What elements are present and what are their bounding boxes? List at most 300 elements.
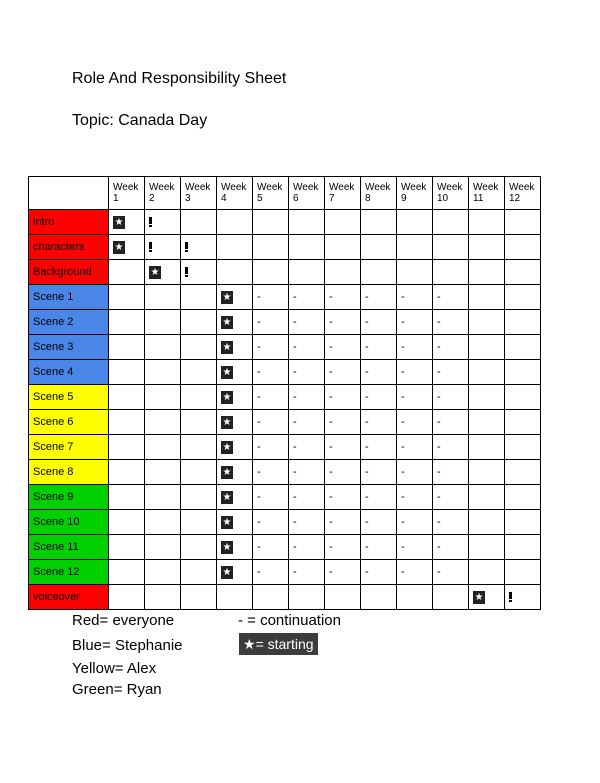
row-label: intro <box>29 210 109 235</box>
schedule-cell <box>505 560 541 585</box>
schedule-cell <box>145 260 181 285</box>
table-row <box>29 360 541 385</box>
week-header-number: 3 <box>185 193 191 204</box>
schedule-cell <box>469 335 505 360</box>
schedule-cell <box>145 310 181 335</box>
schedule-cell <box>181 560 217 585</box>
star-icon: ★ <box>222 441 232 453</box>
continuation-dash: - <box>257 366 261 378</box>
schedule-cell <box>145 410 181 435</box>
schedule-cell <box>145 360 181 385</box>
schedule-cell <box>217 260 253 285</box>
schedule-cell <box>289 310 325 335</box>
schedule-cell <box>469 260 505 285</box>
continuation-dash: - <box>401 466 405 478</box>
schedule-cell <box>253 560 289 585</box>
schedule-cell <box>433 385 469 410</box>
schedule-cell <box>253 485 289 510</box>
star-icon: ★ <box>114 241 124 253</box>
star-icon: ★ <box>222 541 232 553</box>
schedule-cell <box>361 535 397 560</box>
schedule-cell <box>145 435 181 460</box>
schedule-cell <box>505 285 541 310</box>
continuation-dash: - <box>329 441 333 453</box>
schedule-cell <box>289 335 325 360</box>
schedule-cell <box>253 460 289 485</box>
continuation-dash: - <box>257 391 261 403</box>
schedule-cell <box>253 360 289 385</box>
schedule-cell <box>217 410 253 435</box>
continuation-dash: - <box>293 491 297 503</box>
schedule-cell <box>361 310 397 335</box>
schedule-cell <box>325 285 361 310</box>
week-header-word: Week <box>185 182 211 193</box>
week-header <box>145 177 181 210</box>
continuation-dash: - <box>293 416 297 428</box>
schedule-cell <box>289 485 325 510</box>
table-row <box>29 585 541 610</box>
legend-continuation: - = continuation <box>238 612 341 629</box>
continuation-dash: - <box>257 491 261 503</box>
schedule-cell <box>325 435 361 460</box>
schedule-cell <box>361 485 397 510</box>
schedule-cell <box>217 435 253 460</box>
schedule-cell <box>217 585 253 610</box>
exclamation-icon <box>149 217 152 227</box>
schedule-cell <box>289 410 325 435</box>
row-label: Scene 6 <box>29 410 109 435</box>
schedule-cell <box>217 560 253 585</box>
table-header-row <box>29 177 541 210</box>
row-label: Scene 10 <box>29 510 109 535</box>
schedule-cell <box>505 460 541 485</box>
schedule-cell <box>325 335 361 360</box>
schedule-cell <box>325 360 361 385</box>
row-label: characters <box>29 235 109 260</box>
star-icon: ★ <box>222 341 232 353</box>
table-body <box>29 210 541 610</box>
schedule-cell <box>217 485 253 510</box>
schedule-cell <box>397 260 433 285</box>
schedule-cell <box>181 310 217 335</box>
schedule-cell <box>181 460 217 485</box>
star-icon: ★ <box>222 291 232 303</box>
schedule-cell <box>433 585 469 610</box>
schedule-cell <box>397 235 433 260</box>
row-label: Scene 12 <box>29 560 109 585</box>
schedule-cell <box>109 335 145 360</box>
schedule-cell <box>397 310 433 335</box>
table-row <box>29 560 541 585</box>
schedule-cell <box>109 235 145 260</box>
continuation-dash: - <box>257 416 261 428</box>
week-header <box>109 177 145 210</box>
schedule-cell <box>397 335 433 360</box>
continuation-dash: - <box>257 516 261 528</box>
schedule-cell <box>109 410 145 435</box>
schedule-cell <box>253 510 289 535</box>
week-header-number: 7 <box>329 193 335 204</box>
week-header <box>181 177 217 210</box>
schedule-cell <box>505 335 541 360</box>
schedule-cell <box>109 360 145 385</box>
star-icon: ★ <box>222 391 232 403</box>
schedule-cell <box>361 585 397 610</box>
schedule-cell <box>505 385 541 410</box>
continuation-dash: - <box>329 291 333 303</box>
schedule-cell <box>109 285 145 310</box>
schedule-cell <box>505 485 541 510</box>
schedule-cell <box>253 285 289 310</box>
schedule-cell <box>325 235 361 260</box>
schedule-cell <box>181 535 217 560</box>
schedule-cell <box>109 510 145 535</box>
schedule-cell <box>325 560 361 585</box>
schedule-cell <box>361 385 397 410</box>
schedule-cell <box>217 510 253 535</box>
schedule-cell <box>289 585 325 610</box>
schedule-cell <box>361 560 397 585</box>
continuation-dash: - <box>437 341 441 353</box>
schedule-cell <box>469 435 505 460</box>
schedule-cell <box>181 410 217 435</box>
continuation-dash: - <box>401 341 405 353</box>
schedule-cell <box>145 285 181 310</box>
schedule-cell <box>469 360 505 385</box>
schedule-cell <box>217 385 253 410</box>
row-label: Scene 11 <box>29 535 109 560</box>
table-row <box>29 385 541 410</box>
continuation-dash: - <box>293 516 297 528</box>
exclamation-icon <box>149 242 152 252</box>
schedule-cell <box>289 385 325 410</box>
schedule-cell <box>181 335 217 360</box>
schedule-cell <box>361 510 397 535</box>
continuation-dash: - <box>401 316 405 328</box>
continuation-dash: - <box>365 441 369 453</box>
continuation-dash: - <box>257 441 261 453</box>
continuation-dash: - <box>401 491 405 503</box>
continuation-dash: - <box>437 516 441 528</box>
row-label: Scene 5 <box>29 385 109 410</box>
exclamation-icon <box>185 242 188 252</box>
continuation-dash: - <box>365 466 369 478</box>
table-row <box>29 535 541 560</box>
schedule-cell <box>181 235 217 260</box>
row-label: Scene 9 <box>29 485 109 510</box>
continuation-dash: - <box>365 391 369 403</box>
schedule-cell <box>325 310 361 335</box>
schedule-cell <box>109 585 145 610</box>
exclamation-icon <box>185 267 188 277</box>
week-header-word: Week <box>473 182 499 193</box>
star-icon: ★ <box>222 366 232 378</box>
week-header-word: Week <box>365 182 391 193</box>
schedule-cell <box>145 535 181 560</box>
week-header <box>217 177 253 210</box>
schedule-cell <box>325 535 361 560</box>
continuation-dash: - <box>329 391 333 403</box>
star-icon: ★ <box>222 566 232 578</box>
schedule-cell <box>397 385 433 410</box>
continuation-dash: - <box>437 466 441 478</box>
schedule-cell <box>361 260 397 285</box>
schedule-cell <box>325 410 361 435</box>
continuation-dash: - <box>257 466 261 478</box>
schedule-table <box>28 176 541 610</box>
continuation-dash: - <box>365 491 369 503</box>
schedule-cell <box>289 235 325 260</box>
schedule-cell <box>469 585 505 610</box>
schedule-cell <box>397 485 433 510</box>
schedule-cell <box>289 460 325 485</box>
schedule-cell <box>181 485 217 510</box>
schedule-cell <box>253 335 289 360</box>
row-label: Scene 8 <box>29 460 109 485</box>
continuation-dash: - <box>401 291 405 303</box>
exclamation-icon <box>509 592 512 602</box>
week-header-number: 8 <box>365 193 371 204</box>
table-row <box>29 410 541 435</box>
schedule-cell <box>181 510 217 535</box>
schedule-cell <box>109 435 145 460</box>
continuation-dash: - <box>365 366 369 378</box>
week-header <box>253 177 289 210</box>
week-header <box>433 177 469 210</box>
schedule-cell <box>469 210 505 235</box>
schedule-cell <box>145 460 181 485</box>
schedule-cell <box>145 560 181 585</box>
schedule-cell <box>469 485 505 510</box>
continuation-dash: - <box>329 466 333 478</box>
schedule-cell <box>253 585 289 610</box>
week-header-word: Week <box>401 182 427 193</box>
continuation-dash: - <box>329 491 333 503</box>
row-label: Scene 2 <box>29 310 109 335</box>
schedule-cell <box>109 535 145 560</box>
schedule-cell <box>469 560 505 585</box>
schedule-cell <box>253 385 289 410</box>
star-icon: ★ <box>222 491 232 503</box>
schedule-cell <box>253 535 289 560</box>
continuation-dash: - <box>293 441 297 453</box>
continuation-dash: - <box>437 316 441 328</box>
continuation-dash: - <box>365 541 369 553</box>
corner-cell <box>29 177 109 210</box>
week-header-word: Week <box>113 182 139 193</box>
star-icon: ★ <box>243 636 256 652</box>
continuation-dash: - <box>293 366 297 378</box>
continuation-dash: - <box>365 416 369 428</box>
schedule-cell <box>505 410 541 435</box>
star-icon: ★ <box>222 466 232 478</box>
schedule-cell <box>397 435 433 460</box>
schedule-cell <box>289 535 325 560</box>
continuation-dash: - <box>401 391 405 403</box>
star-icon: ★ <box>222 316 232 328</box>
schedule-cell <box>469 460 505 485</box>
week-header-number: 6 <box>293 193 299 204</box>
continuation-dash: - <box>437 566 441 578</box>
schedule-cell <box>181 385 217 410</box>
schedule-cell <box>505 310 541 335</box>
week-header-number: 4 <box>221 193 227 204</box>
schedule-cell <box>469 535 505 560</box>
schedule-cell <box>469 410 505 435</box>
schedule-cell <box>505 260 541 285</box>
schedule-cell <box>289 285 325 310</box>
continuation-dash: - <box>401 541 405 553</box>
legend-starting <box>239 633 318 655</box>
schedule-cell <box>181 210 217 235</box>
row-label: Background <box>29 260 109 285</box>
week-header-word: Week <box>149 182 175 193</box>
schedule-cell <box>433 410 469 435</box>
schedule-cell <box>109 385 145 410</box>
week-header-number: 11 <box>473 193 484 204</box>
schedule-cell <box>325 385 361 410</box>
row-label: Scene 4 <box>29 360 109 385</box>
schedule-cell <box>433 435 469 460</box>
schedule-cell <box>505 210 541 235</box>
schedule-cell <box>325 260 361 285</box>
schedule-cell <box>145 235 181 260</box>
continuation-dash: - <box>257 541 261 553</box>
continuation-dash: - <box>329 341 333 353</box>
schedule-cell <box>397 285 433 310</box>
schedule-cell <box>181 585 217 610</box>
schedule-cell <box>505 585 541 610</box>
continuation-dash: - <box>401 566 405 578</box>
continuation-dash: - <box>293 291 297 303</box>
continuation-dash: - <box>257 341 261 353</box>
schedule-cell <box>145 510 181 535</box>
schedule-cell <box>325 460 361 485</box>
schedule-cell <box>109 310 145 335</box>
week-header-number: 9 <box>401 193 407 204</box>
schedule-cell <box>181 435 217 460</box>
schedule-cell <box>181 260 217 285</box>
schedule-cell <box>217 360 253 385</box>
continuation-dash: - <box>257 566 261 578</box>
schedule-cell <box>253 435 289 460</box>
continuation-dash: - <box>437 291 441 303</box>
continuation-dash: - <box>293 466 297 478</box>
schedule-cell <box>325 585 361 610</box>
schedule-cell <box>397 460 433 485</box>
schedule-cell <box>361 460 397 485</box>
table-row <box>29 335 541 360</box>
week-header-number: 12 <box>509 193 521 204</box>
schedule-cell <box>289 560 325 585</box>
schedule-cell <box>361 435 397 460</box>
schedule-cell <box>397 410 433 435</box>
schedule-cell <box>469 285 505 310</box>
row-label: Scene 3 <box>29 335 109 360</box>
schedule-cell <box>433 210 469 235</box>
week-header <box>397 177 433 210</box>
continuation-dash: - <box>401 441 405 453</box>
schedule-cell <box>397 560 433 585</box>
schedule-cell <box>253 410 289 435</box>
legend-green: Green= Ryan <box>72 681 162 698</box>
week-header-number: 2 <box>149 193 155 204</box>
week-header <box>469 177 505 210</box>
schedule-cell <box>469 385 505 410</box>
schedule-cell <box>145 335 181 360</box>
schedule-cell <box>109 460 145 485</box>
schedule-cell <box>325 210 361 235</box>
star-icon: ★ <box>150 266 160 278</box>
continuation-dash: - <box>329 416 333 428</box>
schedule-cell <box>109 210 145 235</box>
legend-blue: Blue= Stephanie <box>72 637 183 654</box>
schedule-cell <box>433 310 469 335</box>
schedule-cell <box>145 210 181 235</box>
week-header <box>361 177 397 210</box>
schedule-cell <box>145 385 181 410</box>
continuation-dash: - <box>329 316 333 328</box>
table-row <box>29 460 541 485</box>
schedule-cell <box>253 235 289 260</box>
continuation-dash: - <box>401 366 405 378</box>
row-label: Scene 7 <box>29 435 109 460</box>
week-header-number: 1 <box>113 193 119 204</box>
week-header-word: Week <box>293 182 319 193</box>
continuation-dash: - <box>365 566 369 578</box>
schedule-cell <box>397 585 433 610</box>
schedule-cell <box>217 235 253 260</box>
continuation-dash: - <box>401 516 405 528</box>
schedule-cell <box>505 235 541 260</box>
continuation-dash: - <box>437 366 441 378</box>
continuation-dash: - <box>365 291 369 303</box>
schedule-cell <box>145 485 181 510</box>
continuation-dash: - <box>401 416 405 428</box>
continuation-dash: - <box>365 316 369 328</box>
schedule-cell <box>397 360 433 385</box>
schedule-cell <box>433 235 469 260</box>
week-header-word: Week <box>221 182 247 193</box>
schedule-cell <box>433 560 469 585</box>
schedule-cell <box>505 360 541 385</box>
table-row <box>29 260 541 285</box>
schedule-cell <box>361 335 397 360</box>
legend-starting-label: = starting <box>255 636 314 652</box>
continuation-dash: - <box>293 566 297 578</box>
star-icon: ★ <box>114 216 124 228</box>
schedule-cell <box>433 285 469 310</box>
schedule-cell <box>469 310 505 335</box>
schedule-cell <box>145 585 181 610</box>
schedule-cell <box>181 360 217 385</box>
schedule-cell <box>289 260 325 285</box>
schedule-cell <box>397 210 433 235</box>
schedule-cell <box>433 510 469 535</box>
continuation-dash: - <box>329 516 333 528</box>
row-label: voiceover <box>29 585 109 610</box>
schedule-cell <box>217 335 253 360</box>
continuation-dash: - <box>437 541 441 553</box>
continuation-dash: - <box>257 291 261 303</box>
schedule-cell <box>469 510 505 535</box>
star-icon: ★ <box>222 416 232 428</box>
schedule-cell <box>325 510 361 535</box>
continuation-dash: - <box>293 391 297 403</box>
schedule-cell <box>361 235 397 260</box>
schedule-cell <box>217 210 253 235</box>
schedule-cell <box>289 360 325 385</box>
